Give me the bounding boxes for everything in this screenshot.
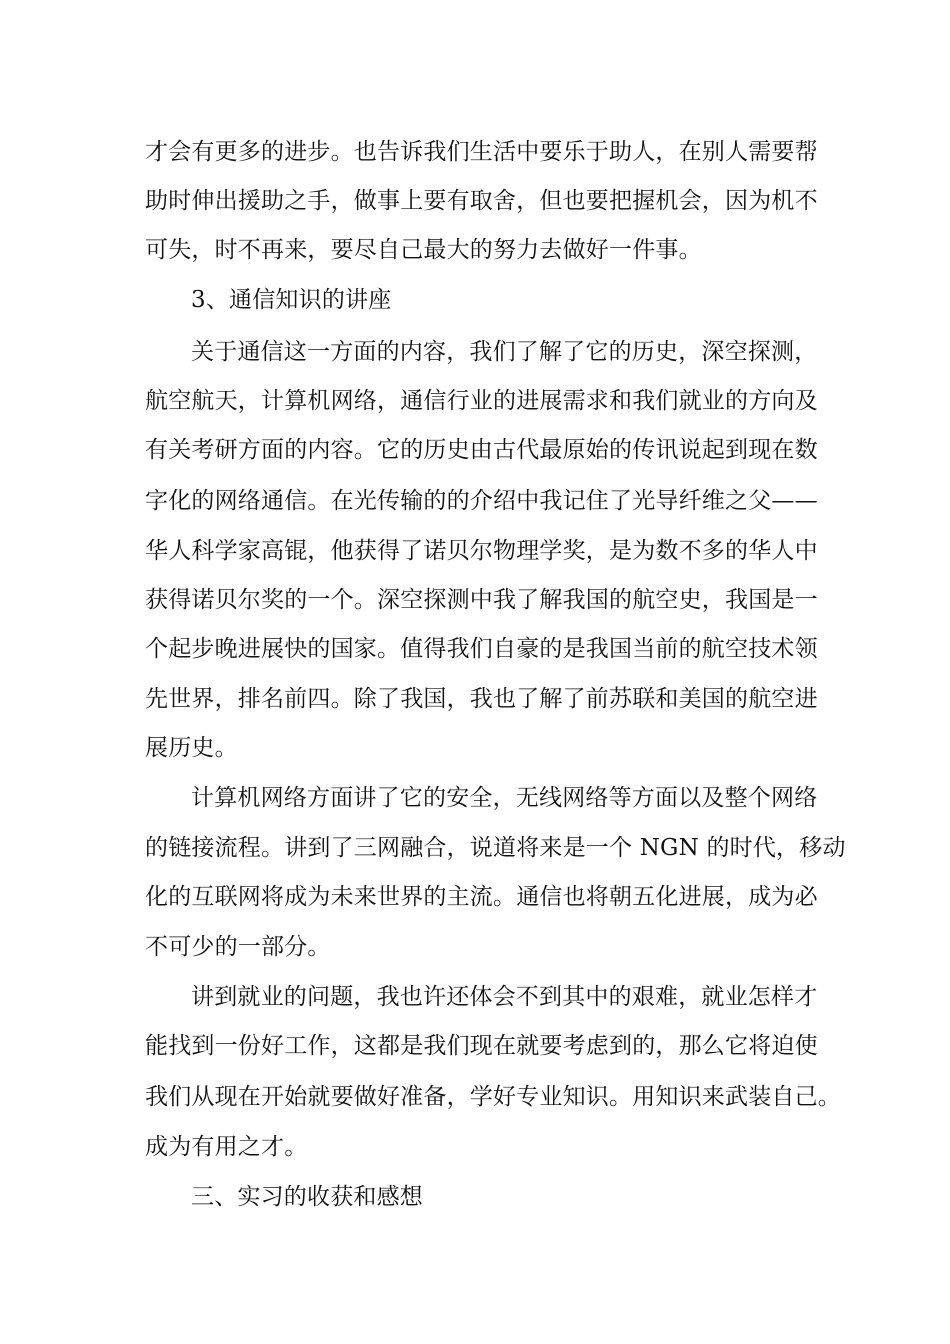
paragraph-2-line-3: 化的互联网将成为未来世界的主流。通信也将朝五化进展，成为必	[145, 884, 818, 910]
text-line-2: 助时伸出援助之手，做事上要有取舍，但也要把握机会，因为机不	[145, 188, 818, 214]
section-heading-3: 3、通信知识的讲座	[191, 287, 392, 313]
text-line-1: 才会有更多的进步。也告诉我们生活中要乐于助人，在别人需要帮	[145, 139, 818, 165]
text-line-3: 可失，时不再来，要尽自己最大的努力去做好一件事。	[145, 237, 702, 263]
paragraph-3-line-4: 成为有用之才。	[145, 1134, 308, 1160]
paragraph-1-line-2: 航空航天，计算机网络，通信行业的进展需求和我们就业的方向及	[145, 388, 818, 414]
paragraph-1-line-4: 字化的网络通信。在光传输的的介绍中我记住了光导纤维之父——	[145, 488, 818, 514]
paragraph-2-line-1: 计算机网络方面讲了它的安全，无线网络等方面以及整个网络	[191, 785, 818, 811]
paragraph-2-line-4: 不可少的一部分。	[145, 934, 331, 960]
section-heading-3-summary: 三、实习的收获和感想	[191, 1184, 423, 1210]
paragraph-1-line-3: 有关考研方面的内容。它的历史由古代最原始的传讯说起到现在数	[145, 437, 818, 463]
paragraph-1-line-6: 获得诺贝尔奖的一个。深空探测中我了解我国的航空史，我国是一	[145, 587, 818, 613]
paragraph-1-line-9: 展历史。	[145, 735, 238, 761]
paragraph-1-line-1: 关于通信这一方面的内容，我们了解了它的历史，深空探测，	[191, 339, 818, 365]
paragraph-3-line-2: 能找到一份好工作，这都是我们现在就要考虑到的，那么它将迫使	[145, 1033, 818, 1059]
paragraph-3-line-1: 讲到就业的问题，我也许还体会不到其中的艰难，就业怎样才	[191, 984, 818, 1010]
paragraph-1-line-5: 华人科学家高锟，他获得了诺贝尔物理学奖，是为数不多的华人中	[145, 538, 818, 564]
paragraph-3-line-3: 我们从现在开始就要做好准备，学好专业知识。用知识来武装自己。	[145, 1084, 841, 1110]
paragraph-1-line-8: 先世界，排名前四。除了我国，我也了解了前苏联和美国的航空进	[145, 686, 818, 712]
paragraph-2-line-2: 的链接流程。讲到了三网融合，说道将来是一个 NGN 的时代，移动	[145, 835, 846, 861]
paragraph-1-line-7: 个起步晚进展快的国家。值得我们自豪的是我国当前的航空技术领	[145, 636, 818, 662]
